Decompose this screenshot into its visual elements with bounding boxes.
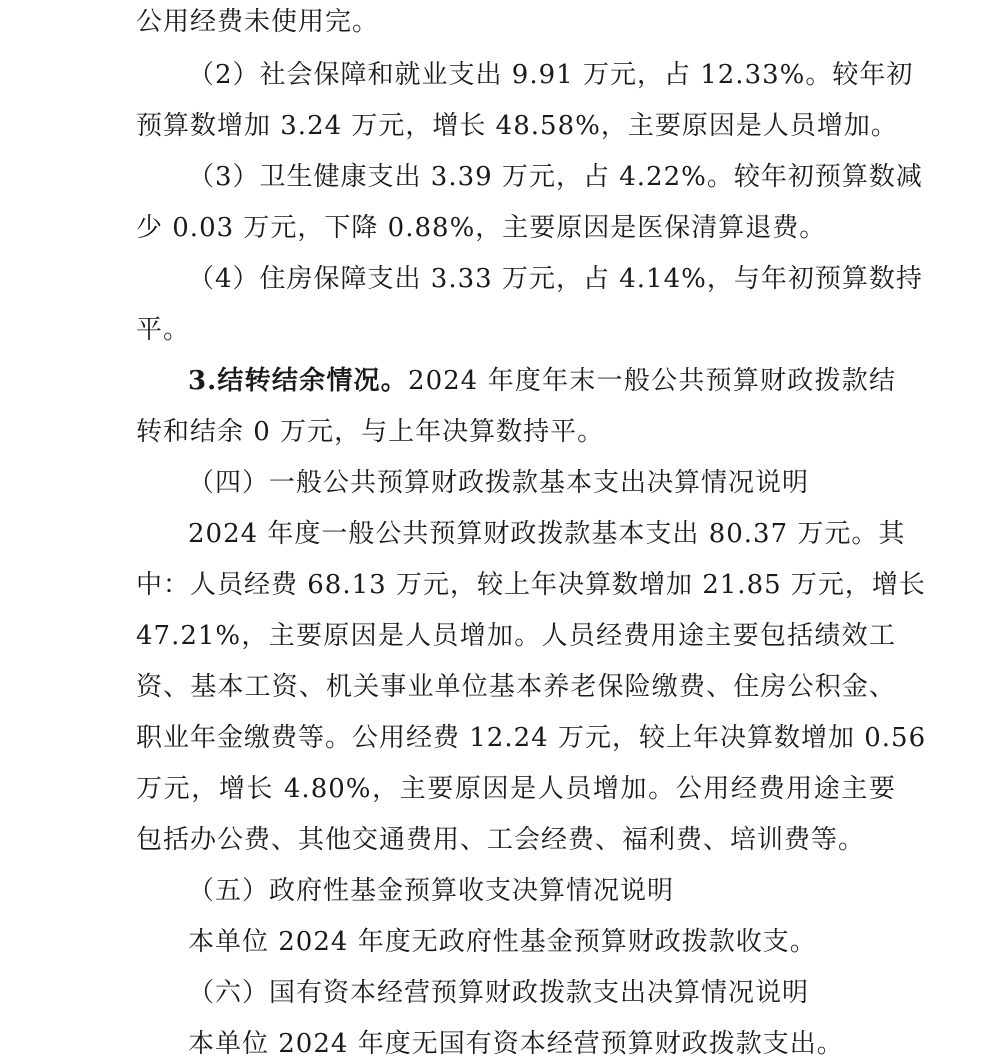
text-line: 资、基本工资、机关事业单位基本养老保险缴费、住房公积金、 <box>136 672 896 702</box>
text-line: 中：人员经费 68.13 万元，较上年决算数增加 21.85 万元，增长 <box>136 570 926 600</box>
text-line: 公用经费未使用完。 <box>136 7 380 37</box>
text-line: 2024 年度一般公共预算财政拨款基本支出 80.37 万元。其 <box>188 519 906 549</box>
text-line: （3）卫生健康支出 3.39 万元，占 4.22%。较年初预算数减 <box>188 162 923 192</box>
text-line: 47.21%，主要原因是人员增加。人员经费用途主要包括绩效工 <box>136 621 896 651</box>
text-line <box>188 364 896 398</box>
text-line: （2）社会保障和就业支出 9.91 万元，占 12.33%。较年初 <box>188 60 914 90</box>
text-line: 本单位 2024 年度无政府性基金预算财政拨款收支。 <box>188 927 817 957</box>
section-heading: （五）政府性基金预算收支决算情况说明 <box>188 876 675 906</box>
text-line: （4）住房保障支出 3.33 万元，占 4.14%，与年初预算数持 <box>188 264 923 294</box>
text-line: 本单位 2024 年度无国有资本经营预算财政拨款支出。 <box>188 1029 844 1059</box>
text-line: 转和结余 0 万元，与上年决算数持平。 <box>136 417 605 447</box>
text-line: 职业年金缴费等。公用经费 12.24 万元，较上年决算数增加 0.56 <box>136 723 927 753</box>
section-heading: （六）国有资本经营预算财政拨款支出决算情况说明 <box>188 978 810 1008</box>
text-line: 预算数增加 3.24 万元，增长 48.58%，主要原因是人员增加。 <box>136 111 898 141</box>
text-line: 包括办公费、其他交通费用、工会经费、福利费、培训费等。 <box>136 825 866 855</box>
section-heading-inline: 3.结转结余情况。 <box>188 366 409 396</box>
text-line: 少 0.03 万元，下降 0.88%，主要原因是医保清算退费。 <box>136 213 827 243</box>
text-line: 万元，增长 4.80%，主要原因是人员增加。公用经费用途主要 <box>136 774 896 804</box>
section-heading: （四）一般公共预算财政拨款基本支出决算情况说明 <box>188 468 810 498</box>
text-line: 平。 <box>136 315 191 345</box>
text-segment: 2024 年度年末一般公共预算财政拨款结 <box>408 366 896 396</box>
